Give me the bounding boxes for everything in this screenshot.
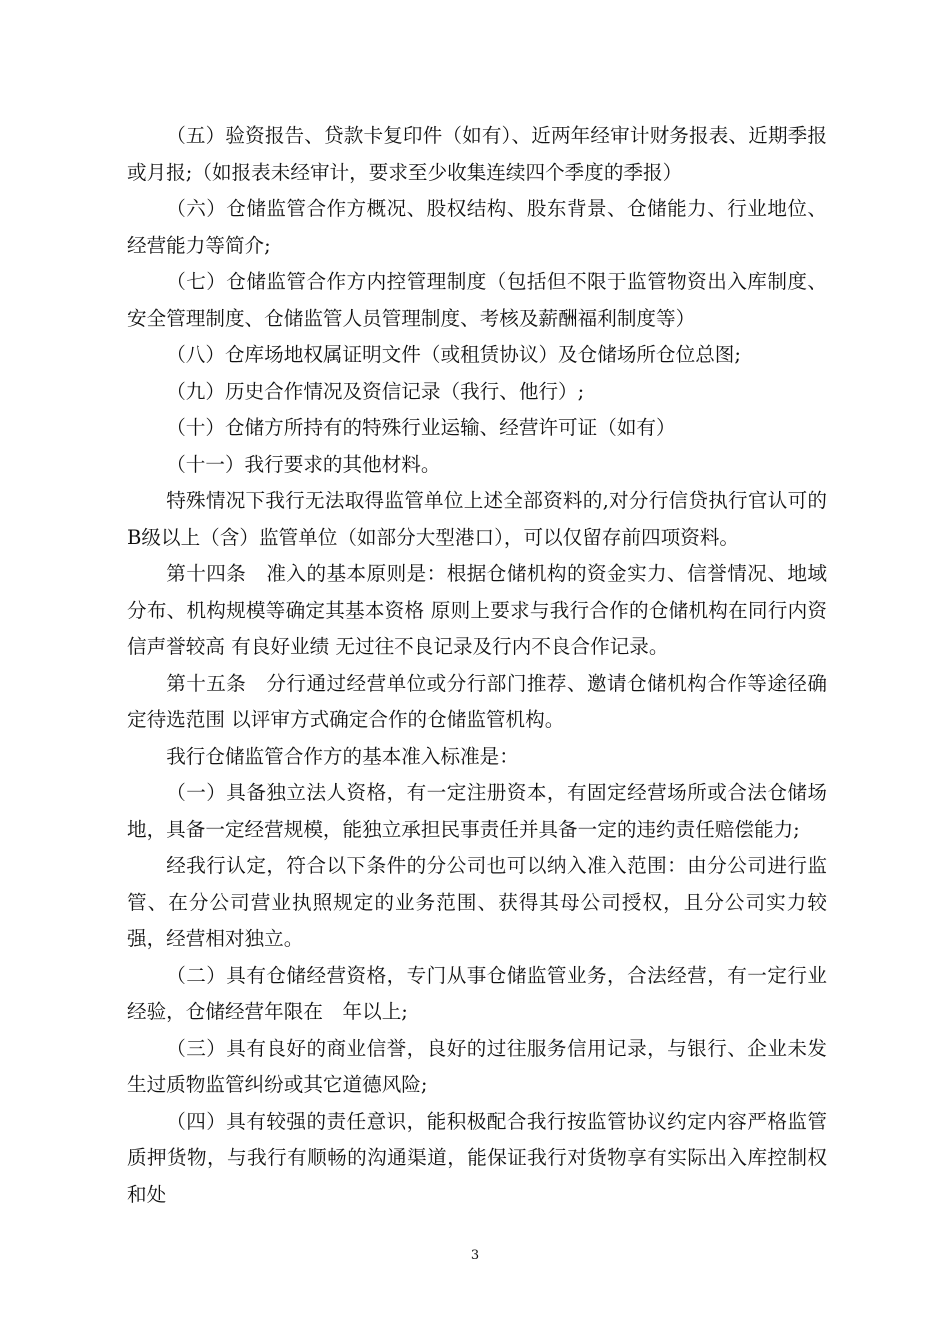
paragraph-standard-3-reputation: （三）具有良好的商业信誉，良好的过往服务信用记录，与银行、企业未发生过质物监管纠纷或其它道德风险; [127, 1036, 827, 1096]
paragraph-special-cases: 特殊情况下我行无法取得监管单位上述全部资料的,对分行信贷执行官认可的B级以上（含）监管单位（如部分大型港口），可以仅留存前四项资料。 [127, 489, 827, 549]
paragraph-admission-standards-intro: 我行仓储监管合作方的基本准入标准是： [166, 744, 519, 768]
paragraph-item-5-audit-reports: （五）验资报告、贷款卡复印件（如有）、近两年经审计财务报表、近期季报或月报;（如报表未经审计，要求至少收集连续四个季度的季报） [127, 124, 827, 184]
paragraph-standard-2-warehousing-qualification: （二）具有仓储经营资格，专门从事仓储监管业务，合法经营，有一定行业经验，仓储经营年限在 年以上; [127, 963, 827, 1023]
paragraph-article-14: 第十四条 准入的基本原则是：根据仓储机构的资金实力、信誉情况、地域分布、机构规模等确定其基本资格 原则上要求与我行合作的仓储机构在同行内资信声誉较高 有良好业绩 无过往不良记录及行内不良合作记录。 [127, 562, 827, 658]
page-number: 3 [470, 1248, 480, 1263]
paragraph-item-8-ownership-documents: （八）仓库场地权属证明文件（或租赁协议）及仓储场所仓位总图; [166, 343, 742, 366]
paragraph-standard-1-legal-entity: （一）具备独立法人资格，有一定注册资本，有固定经营场所或合法仓储场地，具备一定经营规模，能独立承担民事责任并具备一定的违约责任赔偿能力; [127, 781, 827, 841]
paragraph-branch-eligibility: 经我行认定，符合以下条件的分公司也可以纳入准入范围：由分公司进行监管、在分公司营业执照规定的业务范围、获得其母公司授权，且分公司实力较强，经营相对独立。 [127, 854, 827, 950]
paragraph-article-15: 第十五条 分行通过经营单位或分行部门推荐、邀请仓储机构合作等途径确定待选范围 以评审方式确定合作的仓储监管机构。 [127, 671, 827, 731]
paragraph-item-9-credit-history: （九）历史合作情况及资信记录（我行、他行）; [166, 379, 585, 403]
paragraph-item-10-licenses: （十）仓储方所持有的特殊行业运输、经营许可证（如有） [166, 416, 676, 439]
paragraph-standard-4-responsibility: （四）具有较强的责任意识，能积极配合我行按监管协议约定内容严格监管质押货物，与我行有顺畅的沟通渠道，能保证我行对货物享有实际出入库控制权和处 [127, 1109, 827, 1206]
document-body [127, 118, 827, 1213]
paragraph-item-11-other-materials: （十一）我行要求的其他材料。 [166, 452, 441, 476]
paragraph-item-7-internal-controls: （七）仓储监管合作方内控管理制度（包括但不限于监管物资出入库制度、安全管理制度、仓储监管人员管理制度、考核及薪酬福利制度等） [127, 270, 827, 330]
paragraph-item-6-partner-overview: （六）仓储监管合作方概况、股权结构、股东背景、仓储能力、行业地位、经营能力等简介; [127, 197, 827, 257]
